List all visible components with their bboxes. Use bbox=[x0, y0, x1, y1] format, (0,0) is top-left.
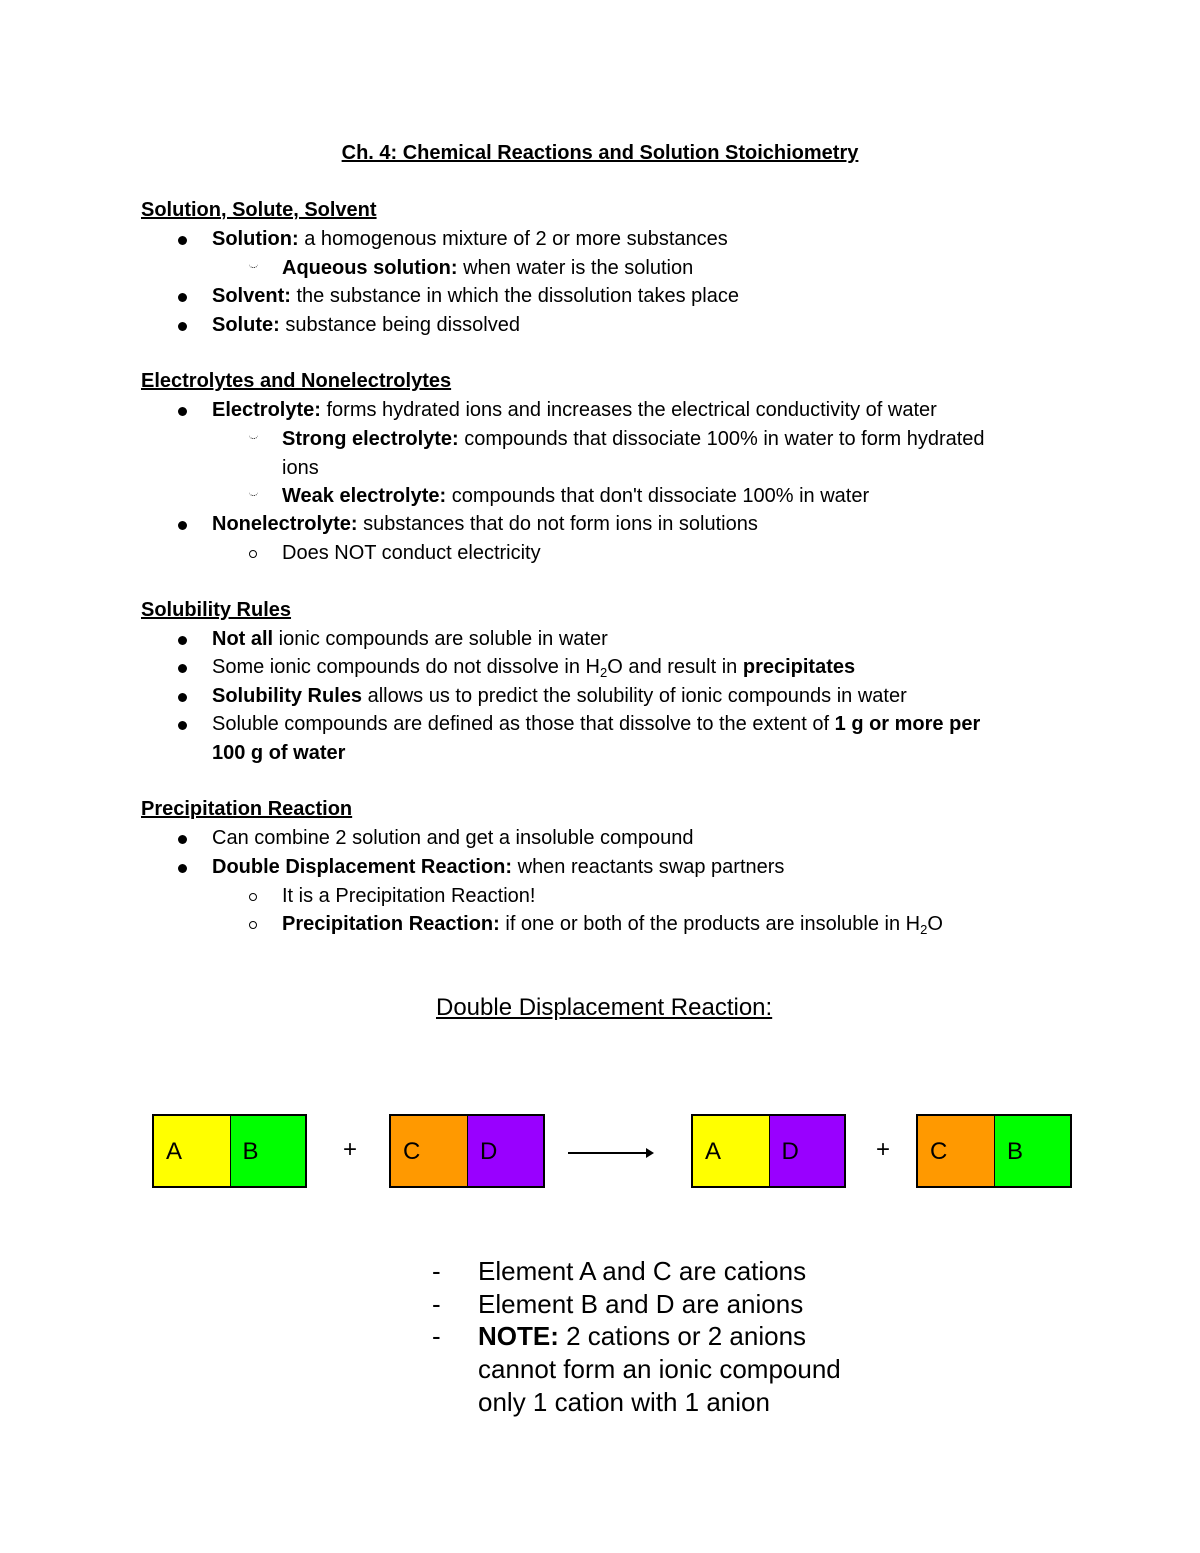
list-item: Aqueous solution: when water is the solution bbox=[282, 257, 694, 279]
list-item: Some ionic compounds do not dissolve in $H_2O$ and result in precipitates bbox=[212, 656, 856, 680]
compound-box-ad bbox=[691, 1114, 846, 1188]
diagram-title: Double Displacement Reaction: bbox=[436, 994, 773, 1021]
list-item: Can combine 2 solution and get a insoluble compound bbox=[212, 827, 694, 849]
element-cell: A bbox=[154, 1116, 230, 1186]
element-cell: D bbox=[467, 1116, 543, 1186]
bullet-dot bbox=[178, 721, 187, 730]
note-item-continued: cannot form an ionic compound bbox=[478, 1354, 841, 1384]
bullet-dot bbox=[178, 664, 187, 673]
bullet-ring bbox=[249, 921, 257, 929]
list-item: Soluble compounds are defined as those that dissolve to the extent of 1 g or more per bbox=[212, 713, 981, 735]
bullet-dot bbox=[178, 407, 187, 416]
bullet-dot bbox=[178, 835, 187, 844]
bullet-sub bbox=[249, 262, 258, 271]
compound-box-cd bbox=[389, 1114, 545, 1188]
bullet-sub bbox=[249, 433, 258, 442]
element-cell: C bbox=[918, 1116, 994, 1186]
note-item-continued: only 1 cation with 1 anion bbox=[478, 1387, 770, 1417]
bullet-ring bbox=[249, 893, 257, 901]
section-heading-solubility: Solubility Rules bbox=[141, 599, 292, 621]
note-item: NOTE: 2 cations or 2 anions bbox=[478, 1321, 807, 1351]
list-item: Does NOT conduct electricity bbox=[282, 542, 541, 564]
bullet-dot bbox=[178, 322, 187, 331]
note-item: Element B and D are anions bbox=[478, 1289, 804, 1319]
note-item: Element A and C are cations bbox=[478, 1256, 807, 1286]
list-item: Electrolyte: forms hydrated ions and increases the electrical conductivity of water bbox=[212, 399, 937, 421]
list-item-continued: ions bbox=[282, 457, 319, 479]
compound-box-ab bbox=[152, 1114, 307, 1188]
section-heading-precipitation: Precipitation Reaction bbox=[141, 798, 353, 820]
page-title: Ch. 4: Chemical Reactions and Solution Stoichiometry bbox=[341, 142, 859, 164]
bullet-dot bbox=[178, 521, 187, 530]
list-item: Double Displacement Reaction: when reactants swap partners bbox=[212, 856, 785, 878]
plus-sign: + bbox=[876, 1136, 891, 1163]
element-cell: C bbox=[391, 1116, 467, 1186]
bullet-ring bbox=[249, 550, 257, 558]
list-item: Weak electrolyte: compounds that don't dissociate 100% in water bbox=[282, 485, 870, 507]
note-dash: - bbox=[432, 1321, 441, 1351]
element-cell: B bbox=[230, 1116, 306, 1186]
list-item-continued: 100 g of water bbox=[212, 742, 346, 764]
bullet-dot bbox=[178, 293, 187, 302]
list-item: Nonelectrolyte: substances that do not form ions in solutions bbox=[212, 513, 758, 535]
bullet-dot bbox=[178, 693, 187, 702]
section-heading-solution: Solution, Solute, Solvent bbox=[141, 199, 377, 221]
note-dash: - bbox=[432, 1289, 441, 1319]
list-item: Solubility Rules allows us to predict the solubility of ionic compounds in water bbox=[212, 685, 907, 707]
bullet-dot bbox=[178, 864, 187, 873]
bullet-dot bbox=[178, 236, 187, 245]
list-item: Solution: a homogenous mixture of 2 or more substances bbox=[212, 228, 728, 250]
list-item: Solvent: the substance in which the dissolution takes place bbox=[212, 285, 739, 307]
element-cell: A bbox=[693, 1116, 769, 1186]
element-cell: B bbox=[994, 1116, 1070, 1186]
reaction-arrow-icon bbox=[568, 1152, 652, 1154]
list-item: It is a Precipitation Reaction! bbox=[282, 885, 536, 907]
list-item: Not all ionic compounds are soluble in water bbox=[212, 628, 608, 650]
bullet-sub bbox=[249, 490, 258, 499]
plus-sign: + bbox=[343, 1136, 358, 1163]
note-dash: - bbox=[432, 1256, 441, 1286]
list-item: Strong electrolyte: compounds that dissociate 100% in water to form hydrated bbox=[282, 428, 985, 450]
element-cell: D bbox=[769, 1116, 845, 1186]
list-item: Precipitation Reaction: if one or both of the products are insoluble in $H_2O$ bbox=[282, 913, 943, 937]
section-heading-electrolytes: Electrolytes and Nonelectrolytes bbox=[141, 370, 452, 392]
compound-box-cb bbox=[916, 1114, 1072, 1188]
bullet-dot bbox=[178, 636, 187, 645]
list-item: Solute: substance being dissolved bbox=[212, 314, 520, 336]
